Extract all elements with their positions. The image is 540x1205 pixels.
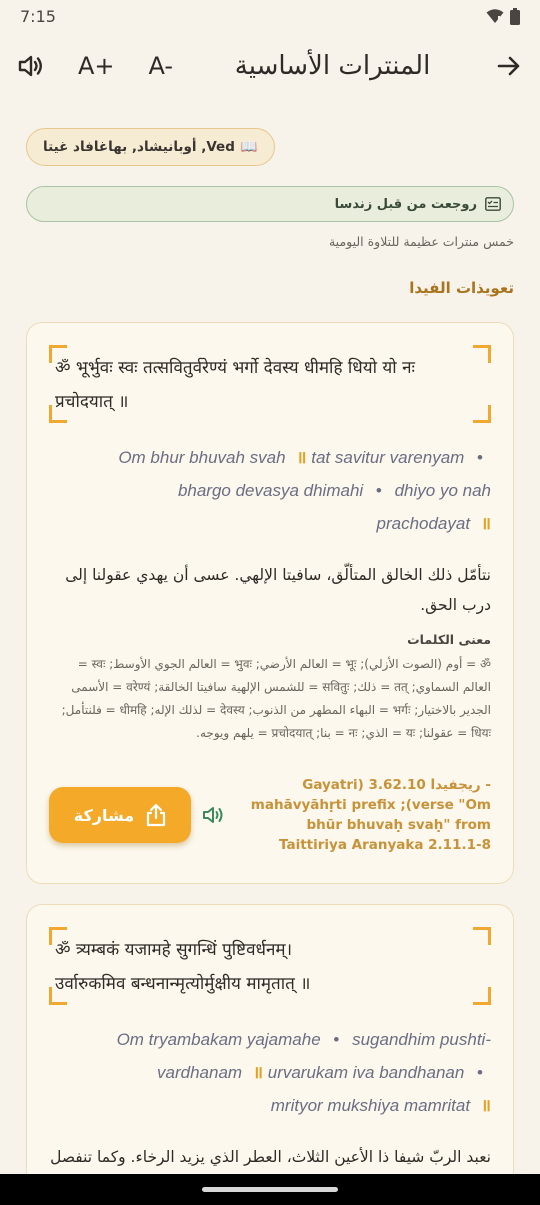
translit-phrase: dhiyo yo nah [394,481,491,500]
meaning-text: نتأمّل ذلك الخالق المتألّق، سافيتا الإلهي. عسى أن يهدي عقولنا إلى درب الحق. [65,566,491,614]
verified-label: روجعت من قبل زندسا [334,196,477,212]
font-decrease-button[interactable]: A- [148,52,174,80]
verse-separator: ॥ [296,448,307,467]
share-label: مشاركة [73,805,135,825]
translit-line [49,1056,491,1089]
sanskrit-line: उर्वारुकमिव बन्धनान्मृत्योर्मुक्षीय मामृतात् ॥ [55,974,311,994]
translit-line [49,474,491,507]
sanskrit-text [55,351,485,419]
share-icon [146,803,166,827]
card-footer [49,775,491,855]
translit-line [49,441,491,474]
translit-line [49,507,491,540]
source-chip-label: Ved, أوبانيشاد, بهاغافاد غيتا [43,139,235,155]
sanskrit-box [49,927,491,1005]
sanskrit-line: ॐ त्र्यम्बकं यजामहे सुगन्धिं पुष्टिवर्धनम्। [55,940,293,960]
app-bar [0,32,540,100]
translit-phrase: Om tryambakam yajamahe [116,1030,321,1049]
sanskrit-text [55,933,485,1001]
arrow-right-icon[interactable] [496,53,522,79]
wifi-icon [486,8,504,24]
verse-separator: ॥ [480,1096,491,1115]
share-button[interactable] [49,787,191,843]
section-title: تعويذات الفيدا [409,279,514,297]
source-chip-row [0,100,540,166]
transliteration [49,441,491,540]
translit-phrase: bhargo devasya dhimahi [177,481,364,500]
battery-icon [510,8,520,25]
checklist-icon [485,197,501,211]
translit-line [49,1023,491,1056]
status-time: 7:15 [20,6,56,26]
sanskrit-box [49,345,491,423]
status-bar [0,0,540,32]
translit-phrase: mrityor mukshiya mamritat [270,1096,471,1115]
mantra-card [26,904,514,1194]
mantra-card [26,322,514,884]
translit-phrase: vardhanam [157,1063,243,1082]
translit-phrase: Om bhur bhuvah svah [118,448,286,467]
source-reference: Gayatri) 3.62.10 ريجفيدا - mahāvyāhṛti prefix ;(verse "Om bhūr bhuvaḥ svaḥ" from Taittiriya Aranyaka 2.11.1-8 [250,777,491,853]
translit-line [49,1089,491,1122]
translit-phrase: tat savitur varenyam [311,448,465,467]
meaning-text: نعبد الربّ شيفا ذا الأعين الثلاث، العطر الذي يزيد الرخاء. وكما تنفصل [50,1148,491,1166]
phrase-separator: • [477,1063,483,1082]
verified-banner [26,186,514,222]
home-handle[interactable] [202,1187,338,1192]
book-icon: 📖 [240,139,258,155]
transliteration [49,1023,491,1122]
font-increase-button[interactable]: A+ [78,52,115,80]
sanskrit-line: प्रचोदयात् ॥ [55,392,129,412]
play-audio-icon[interactable] [199,800,229,830]
status-icons [486,8,520,25]
page-subtitle: خمس منترات عظيمة للتلاوة اليومية [328,234,514,249]
translit-phrase: urvarukam iva bandhanan [267,1063,465,1082]
word-meaning-text: ॐ = أوم (الصوت الأزلي); भूः = العالم الأرضي; भुवः = العالم الجوي الأوسط; स्वः = العالم السماوي; तत् = ذلك; सवितुः = للشمس الإلهية سافيتا الخالقة; वरेण्यं = الأسمى الجدير بالاختيار; भर्गः = البهاء المطهر من الذنوب; देवस्य = لذلك الإله; धीमहि = فلنتأمل; धियः = عقولنا; यः = الذي; नः = بنا; प्रचोदयात् = يلهم ويوجه. [61,657,491,740]
system-nav-bar [0,1174,540,1205]
word-meaning-title: معنى الكلمات [407,632,491,647]
phrase-separator: • [477,448,483,467]
sanskrit-line: ॐ भूर्भुवः स्वः तत्सवितुर्वरेण्यं भर्गो देवस्य धीमहि धियो यो नः [55,358,415,378]
speaker-icon[interactable] [18,53,44,79]
phrase-separator: • [333,1030,340,1049]
source-chip[interactable] [26,128,275,166]
phrase-separator: • [375,481,382,500]
translit-phrase: prachodayat [376,514,471,533]
page-title: المنترات الأساسية [234,51,431,81]
verse-separator: ॥ [252,1063,263,1082]
translit-phrase: sugandhim pushti- [352,1030,491,1049]
verse-separator: ॥ [480,514,491,533]
